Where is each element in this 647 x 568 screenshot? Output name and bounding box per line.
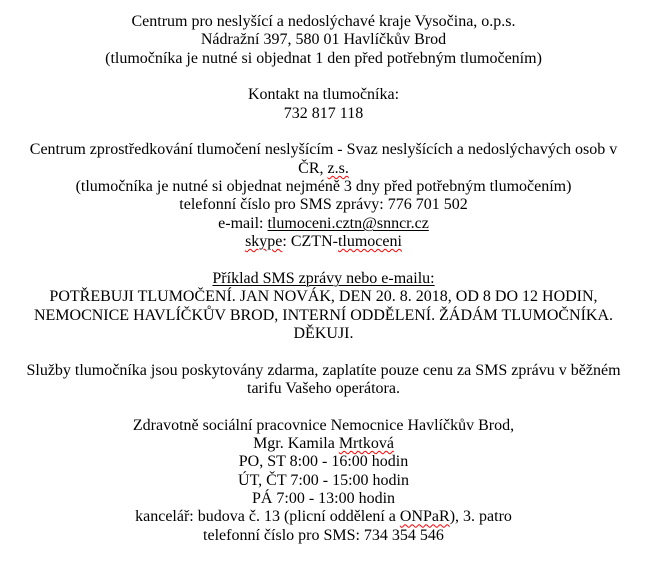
office-location-line: [0, 508, 647, 526]
office-location-suffix: ), 3. patro: [449, 508, 512, 526]
office-location-prefix: kancelář: budova č. 13 (plicní oddělení a: [135, 508, 400, 526]
org2-skype-line: [0, 233, 647, 251]
email-label: e-mail:: [218, 214, 268, 232]
hours-tu-th: ÚT, ČT 7:00 - 15:00 hodin: [238, 471, 409, 489]
org1-contact-block: [0, 86, 647, 123]
org1-block: [0, 13, 647, 68]
sms-example-heading-text: Příklad SMS zprávy nebo e-mailu:: [212, 269, 435, 287]
email-address: tlumoceni.cztn@snncr.cz: [267, 214, 429, 232]
org2-booking-note: (tlumočníka je nutné si objednat nejméně 3 dny před potřebným tlumočením): [75, 178, 572, 196]
spellcheck-word-zs: z.s.: [327, 159, 349, 177]
blank-line: [0, 68, 647, 86]
social-worker-title: Zdravotně sociální pracovnice Nemocnice Havlíčkův Brod,: [132, 416, 515, 434]
social-worker-phone: telefonní číslo pro SMS: 734 354 546: [203, 526, 444, 544]
hours-mo-we: PO, ST 8:00 - 16:00 hodin: [238, 453, 409, 471]
skype-separator: :: [282, 233, 291, 251]
sms-example-block: [0, 270, 647, 343]
pricing-block: [0, 362, 647, 399]
social-worker-name: [0, 435, 647, 453]
contact-heading: Kontakt na tlumočníka:: [247, 86, 400, 104]
social-worker-block: [0, 417, 647, 545]
hours-fr: PÁ 7:00 - 13:00 hodin: [251, 489, 396, 507]
org2-name-line1: Centrum zprostředkování tlumočení neslyšícím - Svaz neslyšících a nedoslýchavých osob v: [29, 141, 618, 159]
pricing-line2: tarifu Vašeho operátora.: [247, 379, 400, 397]
skype-id-prefix: CZTN-: [290, 233, 338, 251]
org1-address: Nádražní 397, 580 01 Havlíčkův Brod: [200, 31, 447, 49]
sms-example-line3: DĚKUJI.: [293, 324, 354, 342]
org1-phone-number: 732 817 118: [283, 104, 364, 122]
blank-line: [0, 398, 647, 416]
org2-sms-phone: telefonní číslo pro SMS zprávy: 776 701 502: [179, 196, 468, 214]
sms-example-line1: POTŘEBUJI TLUMOČENÍ. JAN NOVÁK, DEN 20. 8. 2018, OD 8 DO 12 HODIN,: [49, 288, 598, 306]
sms-example-line2: NEMOCNICE HAVLÍČKŮV BROD, INTERNÍ ODDĚLENÍ. ŽÁDÁM TLUMOČNÍKA.: [33, 306, 614, 324]
social-worker-name-prefix: Mgr. Kamila: [253, 434, 339, 452]
spellcheck-word-onpar: ONPaR: [399, 508, 450, 526]
org2-email-line: [0, 215, 647, 233]
org1-booking-note: (tlumočníka je nutné si objednat 1 den před potřebným tlumočením): [105, 49, 542, 67]
sms-example-heading: [0, 270, 647, 288]
org1-name: Centrum pro neslyšící a nedoslýchavé kraje Vysočina, o.p.s.: [131, 13, 516, 30]
org2-block: [0, 141, 647, 251]
org2-name-line2-prefix: ČR,: [298, 159, 328, 177]
org2-name-line2: [0, 160, 647, 178]
blank-line: [0, 343, 647, 361]
blank-line: [0, 123, 647, 141]
spellcheck-word-tlumoceni: tlumoceni: [337, 233, 402, 251]
pricing-line1: Služby tlumočníka jsou poskytovány zdarma, zaplatíte pouze cenu za SMS zprávu v běžném: [26, 361, 621, 379]
spellcheck-word-mrtkova: Mrtková: [338, 434, 394, 452]
spellcheck-word-skype: skype: [245, 233, 283, 251]
blank-line: [0, 251, 647, 269]
